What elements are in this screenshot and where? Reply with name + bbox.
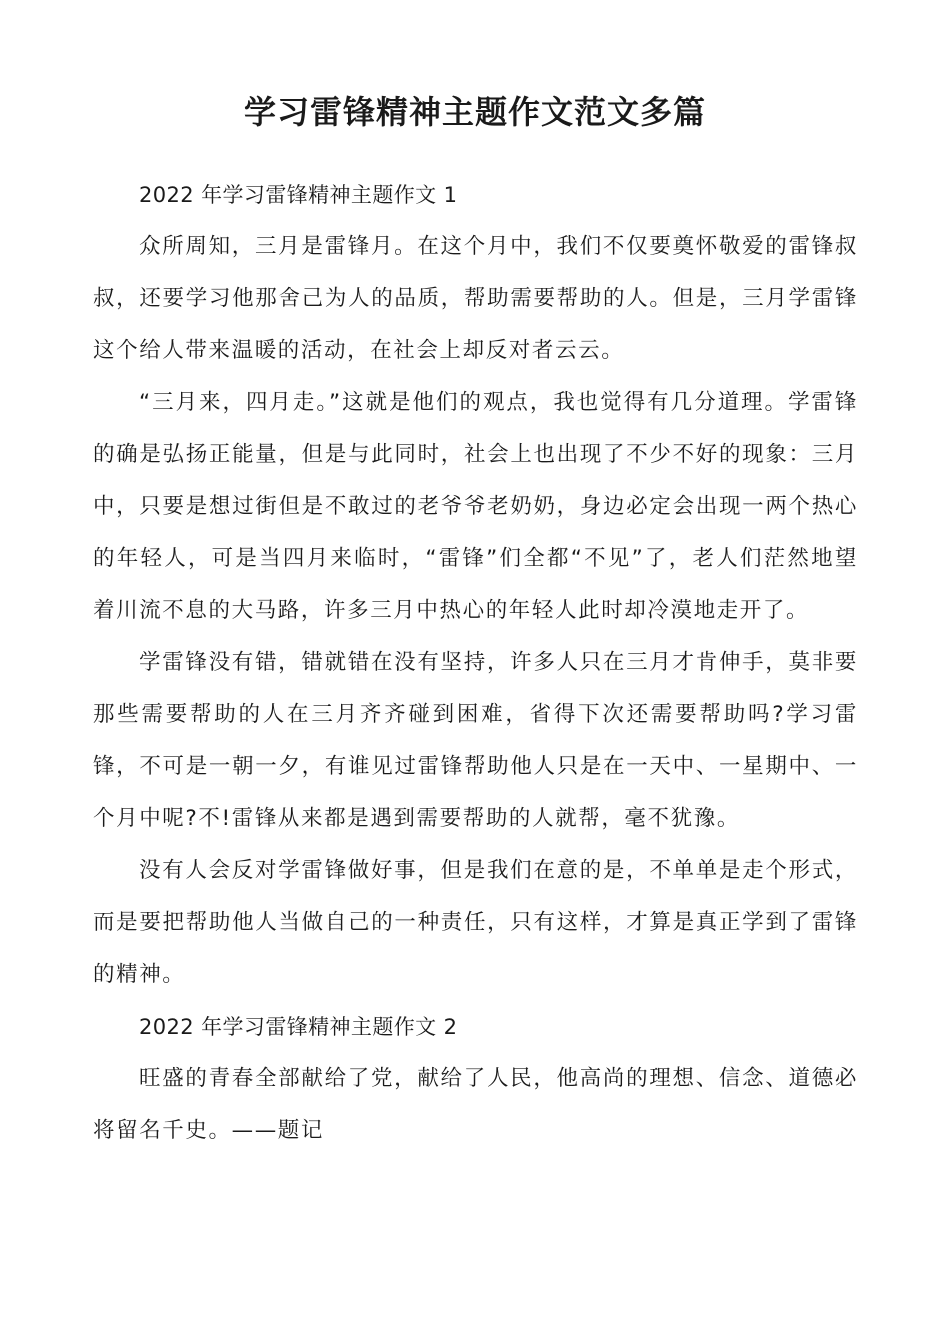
- paragraph: 旺盛的青春全部献给了党，献给了人民，他高尚的理想、信念、道德必将留名千史。——题记: [93, 1066, 858, 1143]
- paragraph: “三月来，四月走。”这就是他们的观点，我也觉得有几分道理。学雷锋的确是弘扬正能量，但是与此同时，社会上也出现了不少不好的现象：三月中，只要是想过街但是不敢过的老爷爷老奶奶，身边必定会出现一两个热心的年轻人，可是当四月来临时，“雷锋”们全都“不见”了，老人们茫然地望着川流不息的大马路，许多三月中热心的年轻人此时却冷漠地走开了。: [93, 390, 858, 623]
- section-heading: 2022 年学习雷锋精神主题作文 1: [139, 183, 458, 207]
- paragraph: 学雷锋没有错，错就错在没有坚持，许多人只在三月才肯伸手，莫非要那些需要帮助的人在三月齐齐碰到困难，省得下次还需要帮助吗?学习雷锋，不可是一朝一夕，有谁见过雷锋帮助他人只是在一天中、一星期中、一个月中呢?不!雷锋从来都是遇到需要帮助的人就帮，毫不犹豫。: [93, 650, 858, 831]
- paragraph: 众所周知，三月是雷锋月。在这个月中，我们不仅要奠怀敬爱的雷锋叔叔，还要学习他那舍己为人的品质，帮助需要帮助的人。但是，三月学雷锋这个给人带来温暖的活动，在社会上却反对者云云。: [93, 234, 858, 363]
- document-title: 学习雷锋精神主题作文范文多篇: [243, 93, 706, 131]
- section-heading: 2022 年学习雷锋精神主题作文 2: [139, 1015, 458, 1039]
- paragraph: 没有人会反对学雷锋做好事，但是我们在意的是，不单单是走个形式，而是要把帮助他人当做自己的一种责任，只有这样，才算是真正学到了雷锋的精神。: [93, 858, 858, 987]
- document-body: [93, 169, 858, 1157]
